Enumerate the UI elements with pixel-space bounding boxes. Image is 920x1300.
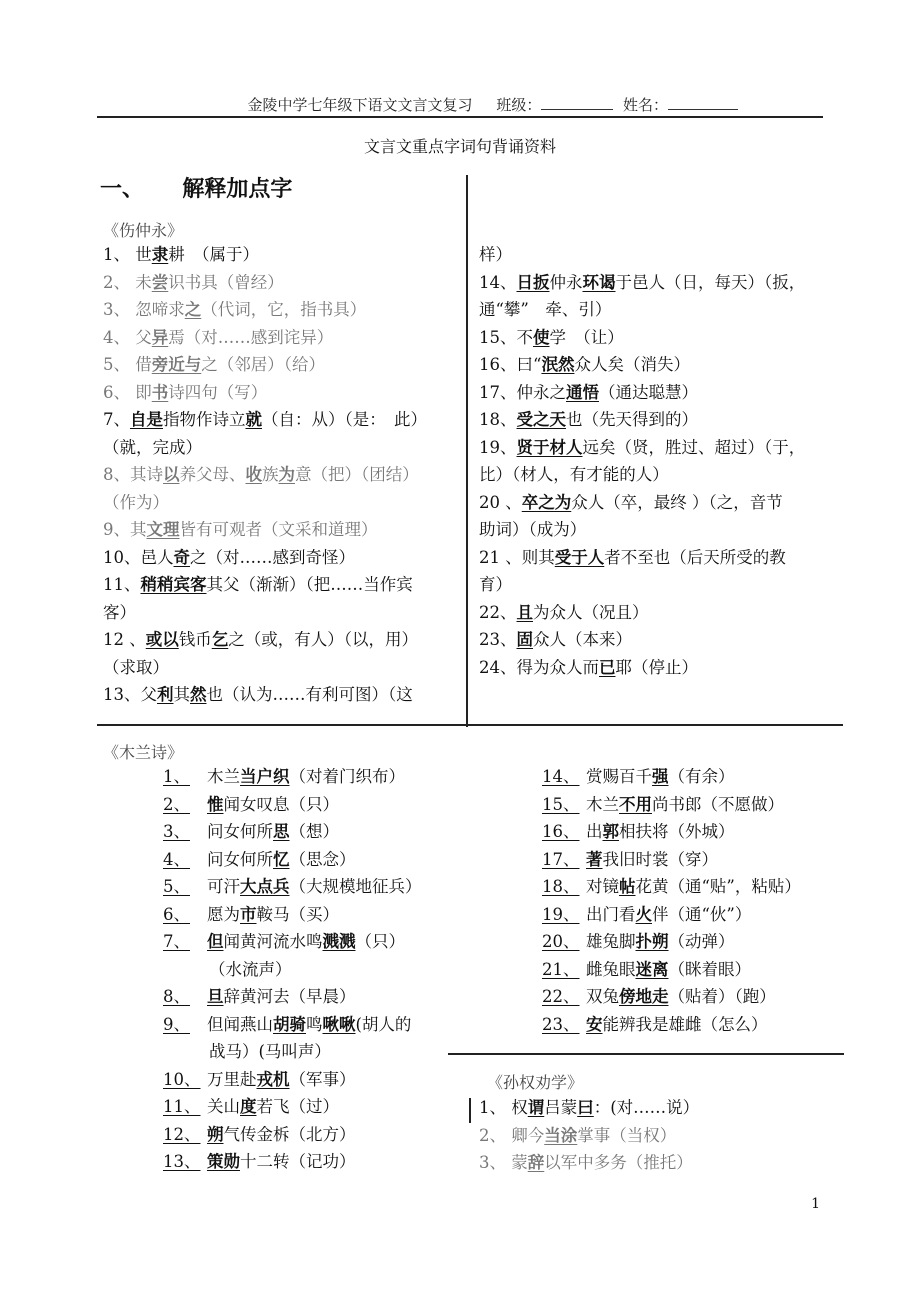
name-blank[interactable] [668, 95, 738, 110]
list-item: 6、 愿为市鞍马（买） [163, 904, 339, 924]
key-word: 忆 [273, 849, 290, 869]
key-word: 曰 [577, 1098, 594, 1117]
page-number: 1 [811, 1196, 820, 1212]
list-item: 2、 卿今当涂掌事（当权） [479, 1125, 677, 1145]
key-word: 尝 [151, 272, 169, 292]
key-word: 不用 [619, 794, 652, 814]
list-item-cont: 客） [103, 602, 136, 622]
name-label: 姓名： [622, 96, 668, 114]
list-item: 1、 世隶耕 （属于） [103, 245, 259, 264]
key-word: 收 [245, 465, 262, 484]
key-word: 文理 [146, 520, 180, 539]
list-item: 19、贤于材人远矣（贤，胜过、超过）（于， [479, 437, 806, 457]
list-item-cont: （求取） [103, 657, 169, 677]
list-item-cont: （作为） [103, 492, 169, 512]
zhongyong-left-column [103, 241, 459, 709]
mulan-sunquan-divider [448, 1053, 844, 1055]
key-word: 且 [516, 602, 533, 622]
list-item-cont: 助词）（成为） [479, 520, 587, 539]
list-item: 17、 著我旧时裳（穿） [542, 849, 718, 869]
key-word: 自是 [130, 410, 163, 429]
list-item-cont: 通“攀” 牵、引） [479, 300, 612, 319]
key-word: 就 [245, 410, 262, 429]
key-word: 隶 [151, 245, 169, 264]
list-item: 12、 朔气传金柝（北方） [163, 1124, 356, 1144]
list-item: 4、 父异焉（对……感到诧异） [103, 327, 334, 347]
key-word: 胡骑 [273, 1014, 306, 1034]
class-label: 班级： [496, 96, 542, 114]
key-word: 朔 [207, 1124, 224, 1144]
list-item: 10、邑人奇之（对……感到奇怪） [103, 547, 355, 567]
key-word: 然 [190, 685, 207, 704]
key-word: 大点兵 [240, 877, 290, 896]
list-item: 18、受之天也（先天得到的） [479, 410, 698, 429]
list-item: 14、 赏赐百千强（有余） [542, 767, 735, 786]
list-item: 7、自是指物作诗立就（自：从）（是： 此） [103, 410, 427, 429]
zhongyong-right-column [479, 241, 827, 681]
key-word: 稍稍宾客 [140, 575, 207, 594]
list-item: 21、 雌兔眼迷离（眯着眼） [542, 959, 751, 979]
list-item: 10、 万里赴戎机（军事） [163, 1069, 356, 1089]
list-item: 5、 可汗大点兵（大规模地征兵） [163, 877, 422, 896]
list-item: 17、仲永之通悟（通达聪慧） [479, 382, 698, 402]
key-word: 溅溅 [322, 932, 356, 951]
list-item: 13、父利其然也（认为……有利可图）（这 [103, 685, 413, 704]
key-word: 日扳 [516, 272, 550, 292]
class-blank[interactable] [541, 95, 613, 110]
key-word: 书 [151, 382, 169, 402]
list-item: 8、其诗以养父母、收族为意（把）（团结） [103, 465, 419, 484]
key-word: 奇 [173, 547, 190, 567]
list-item-cont: 比）（材人，有才能的人） [479, 465, 669, 484]
section-heading: 解释加点字 [182, 177, 293, 202]
list-item: 13、 策勋十二转（记功） [163, 1152, 356, 1171]
list-item-cont: （就，完成） [103, 437, 202, 457]
list-item: 4、 问女何所忆（思念） [163, 849, 356, 869]
key-word: 著 [586, 849, 603, 869]
key-word: 迷离 [635, 959, 669, 979]
poem-title-mulan: 《木兰诗》 [103, 743, 184, 762]
header-text: 金陵中学七年级下语文文言文复习 [247, 96, 473, 114]
list-item: 21 、则其受于人者不至也（后天所受的教 [479, 547, 786, 567]
key-word: 受之天 [516, 410, 566, 429]
key-word: 旦 [207, 987, 224, 1006]
key-word: 思 [273, 822, 290, 841]
list-item: 20、 雄兔脚扑朔（动弹） [542, 932, 735, 951]
list-item: 19、 出门看火伴（通“伙”） [542, 904, 752, 924]
key-word: 以 [163, 465, 180, 484]
key-word: 利 [157, 685, 174, 704]
list-item: 23、固众人（本来） [479, 630, 632, 649]
key-word: 材人 [549, 437, 583, 457]
key-word: 环谒 [582, 272, 616, 292]
key-word: 谓 [527, 1098, 545, 1117]
key-word: 卒之为 [521, 492, 572, 512]
key-word: 戎机 [256, 1069, 290, 1089]
list-item: 11、稍稍宾客其父（渐渐）（把……当作宾 [103, 575, 413, 594]
key-word: 安 [586, 1014, 603, 1034]
list-item: 1、 权谓吕蒙曰：(对……说） [479, 1098, 700, 1117]
page-header [238, 76, 738, 115]
key-word: 当户织 [240, 767, 290, 786]
key-word: 旁近与 [151, 355, 202, 374]
key-word: 当涂 [544, 1125, 578, 1145]
section-number: 一、 [100, 177, 145, 202]
key-word: 为 [278, 465, 295, 484]
list-item: 9、 但闻燕山胡骑鸣啾啾(胡人的 [163, 1014, 412, 1034]
list-item: 22、且为众人（况且） [479, 602, 649, 622]
key-word: 傍地走 [619, 987, 669, 1006]
list-item: 6、 即书诗四句（写） [103, 382, 268, 402]
key-word: 使 [533, 327, 550, 347]
key-word: 通悟 [566, 382, 599, 402]
key-word: 受于人 [554, 547, 605, 567]
key-word: 贤 [516, 437, 533, 457]
list-item: 3、 问女何所思（想） [163, 822, 339, 841]
key-word: 泯然 [541, 355, 575, 374]
list-item: 23、 安能辨我是雄雌（怎么） [542, 1014, 768, 1034]
list-item: 15、 木兰不用尚书郎（不愿做） [542, 794, 784, 814]
list-item: 3、 蒙辞以军中多务（推托） [479, 1153, 693, 1172]
list-item-cont: 样） [479, 245, 512, 264]
list-item: 1、 木兰当户织（对着门织布） [163, 767, 405, 786]
list-item: 11、 关山度若飞（过） [163, 1097, 339, 1116]
list-item: 12 、或以钱币乞之（或，有人）（以，用） [103, 630, 418, 649]
poem-title-zhongyong: 《伤仲永》 [103, 221, 184, 240]
header-rule [97, 116, 823, 118]
sunquan-column [479, 1094, 829, 1177]
key-word: 惟 [207, 794, 224, 814]
list-item: 18、 对镜帖花黄（通“贴”，粘贴） [542, 877, 801, 896]
list-item: 24、得为众人而已耶（停止） [479, 657, 698, 677]
section-divider [97, 724, 843, 726]
key-word: 策勋 [207, 1152, 240, 1171]
poem-title-sunquan: 《孙权劝学》 [487, 1073, 584, 1092]
key-word: 辞 [527, 1153, 545, 1172]
key-word: 强 [652, 767, 669, 786]
key-word: 啾啾 [322, 1014, 356, 1034]
key-word: 市 [240, 904, 257, 924]
sunquan-mark [469, 1098, 471, 1123]
key-word: 火 [635, 904, 652, 924]
list-item-cont: 战马）(马叫声） [209, 1042, 331, 1061]
section-title [100, 172, 292, 203]
mulan-left-column [163, 763, 453, 1176]
list-item: 9、其文理皆有可观者（文采和道理） [103, 520, 378, 539]
list-item: 7、 但闻黄河流水鸣溅溅（只） [163, 932, 405, 951]
key-word: 但 [207, 932, 224, 951]
list-item: 5、 借旁近与之（邻居）（给） [103, 355, 325, 374]
doc-title: 文言文重点字词句背诵资料 [363, 137, 556, 156]
list-item: 2、 未尝识书具（曾经） [103, 272, 284, 292]
key-word: 固 [516, 630, 533, 649]
list-item: 8、 旦辞黄河去（早晨） [163, 987, 356, 1006]
list-item: 22、 双兔傍地走（贴着）（跑） [542, 987, 776, 1006]
key-word: 扑朔 [635, 932, 669, 951]
mulan-right-column [542, 763, 842, 1038]
list-item: 16、曰“泯然众人矣（消失） [479, 355, 690, 374]
key-word: 之 [184, 300, 202, 319]
list-item: 14、日扳仲永环谒于邑人（日，每天）（扳， [479, 272, 806, 292]
key-word: 帖 [619, 877, 636, 896]
list-item-cont: （水流声） [209, 959, 292, 979]
list-item: 16、 出郭相扶将（外城） [542, 822, 735, 841]
list-item: 3、 忽啼求之（代词，它，指书具） [103, 300, 367, 319]
key-word: 于 [533, 437, 550, 457]
key-word: 异 [151, 327, 169, 347]
key-word: 乞 [211, 630, 229, 649]
column-divider-top [466, 175, 468, 727]
list-item: 2、 惟闻女叹息（只） [163, 794, 339, 814]
key-word: 已 [599, 657, 616, 677]
list-item: 15、不使学 （让） [479, 327, 624, 347]
list-item-cont: 育） [479, 575, 512, 594]
key-word: 或以 [145, 630, 179, 649]
list-item: 20 、卒之为众人（卒，最终 ）（之，音节 [479, 492, 783, 512]
key-word: 度 [240, 1097, 257, 1116]
key-word: 郭 [602, 822, 619, 841]
